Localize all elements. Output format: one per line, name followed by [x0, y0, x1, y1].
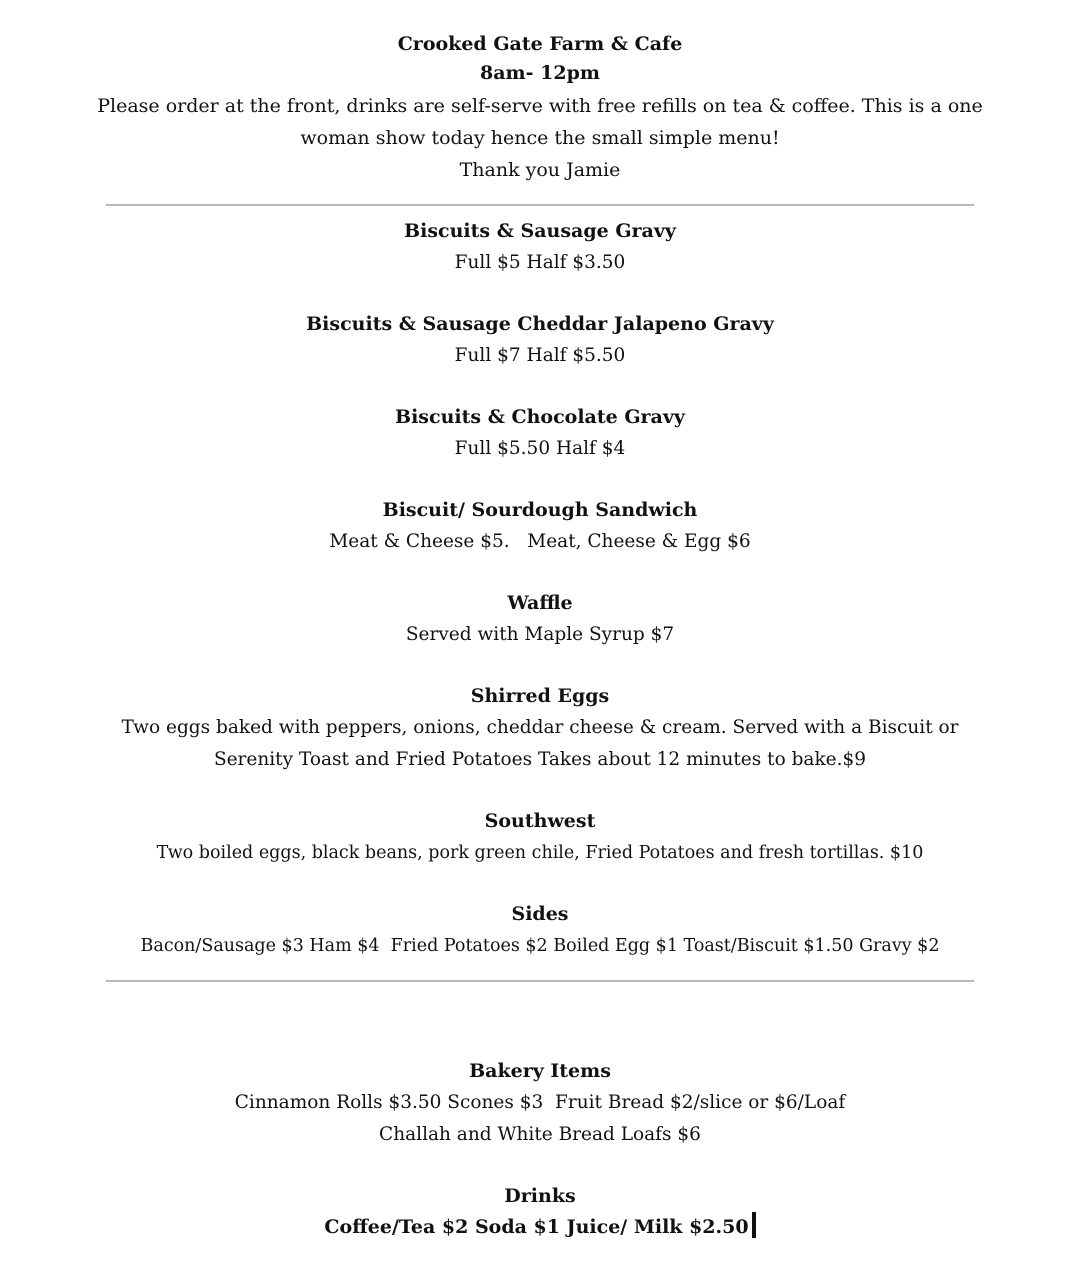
- menu-item-price: Full $5 Half $3.50: [454, 252, 626, 273]
- menu-item: [100, 588, 980, 651]
- menu-item: [100, 309, 980, 372]
- menu-item-name: Biscuits & Chocolate Gravy: [395, 406, 685, 428]
- menu-item: [100, 899, 980, 962]
- menu-item-price: Two boiled eggs, black beans, pork green chile, Fried Potatoes and fresh tortillas. $10: [156, 843, 924, 863]
- drinks-line: [100, 1212, 980, 1243]
- menu-item-name: Sides: [511, 903, 569, 925]
- signature-line: Thank you Jamie: [459, 159, 621, 181]
- menu-item-name: Shirred Eggs: [470, 685, 610, 707]
- order-note: Please order at the front, drinks are self-serve with free refills on tea & coffee. This is a one woman show today hence the small simple menu!: [97, 95, 983, 149]
- bakery-title: Bakery Items: [469, 1060, 611, 1082]
- bakery-line-2: Challah and White Bread Loafs $6: [379, 1124, 701, 1145]
- breakfast-menu: [100, 216, 980, 962]
- divider-bottom: [106, 980, 974, 982]
- menu-item-price: Meat & Cheese $5. Meat, Cheese & Egg $6: [329, 531, 751, 552]
- cafe-hours: 8am- 12pm: [480, 62, 600, 84]
- menu-item-price: Full $5.50 Half $4: [454, 438, 626, 459]
- menu-header: [90, 30, 990, 186]
- bakery-line-1: Cinnamon Rolls $3.50 Scones $3 Fruit Bread $2/slice or $6/Loaf: [234, 1092, 846, 1113]
- menu-item-price: Bacon/Sausage $3 Ham $4 Fried Potatoes $2 Boiled Egg $1 Toast/Biscuit $1.50 Gravy $2: [140, 936, 940, 956]
- menu-item: [100, 495, 980, 558]
- menu-item: [100, 806, 980, 869]
- menu-item: [100, 216, 980, 279]
- menu-item-name: Biscuits & Sausage Gravy: [404, 220, 676, 242]
- cafe-title: Crooked Gate Farm & Cafe: [397, 33, 683, 55]
- bakery-section: [100, 1056, 980, 1243]
- text-cursor: [752, 1212, 756, 1238]
- drinks-prices: Coffee/Tea $2 Soda $1 Juice/ Milk $2.50: [324, 1216, 749, 1238]
- menu-item-name: Southwest: [484, 810, 596, 832]
- bakery-item: [100, 1056, 980, 1151]
- menu-item-name: Biscuit/ Sourdough Sandwich: [382, 499, 698, 521]
- menu-item: [100, 402, 980, 465]
- menu-item-name: Biscuits & Sausage Cheddar Jalapeno Gravy: [306, 313, 774, 335]
- drinks-item: [100, 1181, 980, 1243]
- menu-item-price: Two eggs baked with peppers, onions, cheddar cheese & cream. Served with a Biscuit or Serenity Toast and Fried Potatoes Takes about 12 minutes to bake.$9: [121, 717, 959, 770]
- menu-item: [100, 681, 980, 776]
- menu-item-name: Waffle: [507, 592, 573, 614]
- menu-item-price: Served with Maple Syrup $7: [405, 624, 675, 645]
- divider-top: [106, 204, 974, 206]
- menu-item-price: Full $7 Half $5.50: [454, 345, 626, 366]
- drinks-title: Drinks: [504, 1185, 576, 1207]
